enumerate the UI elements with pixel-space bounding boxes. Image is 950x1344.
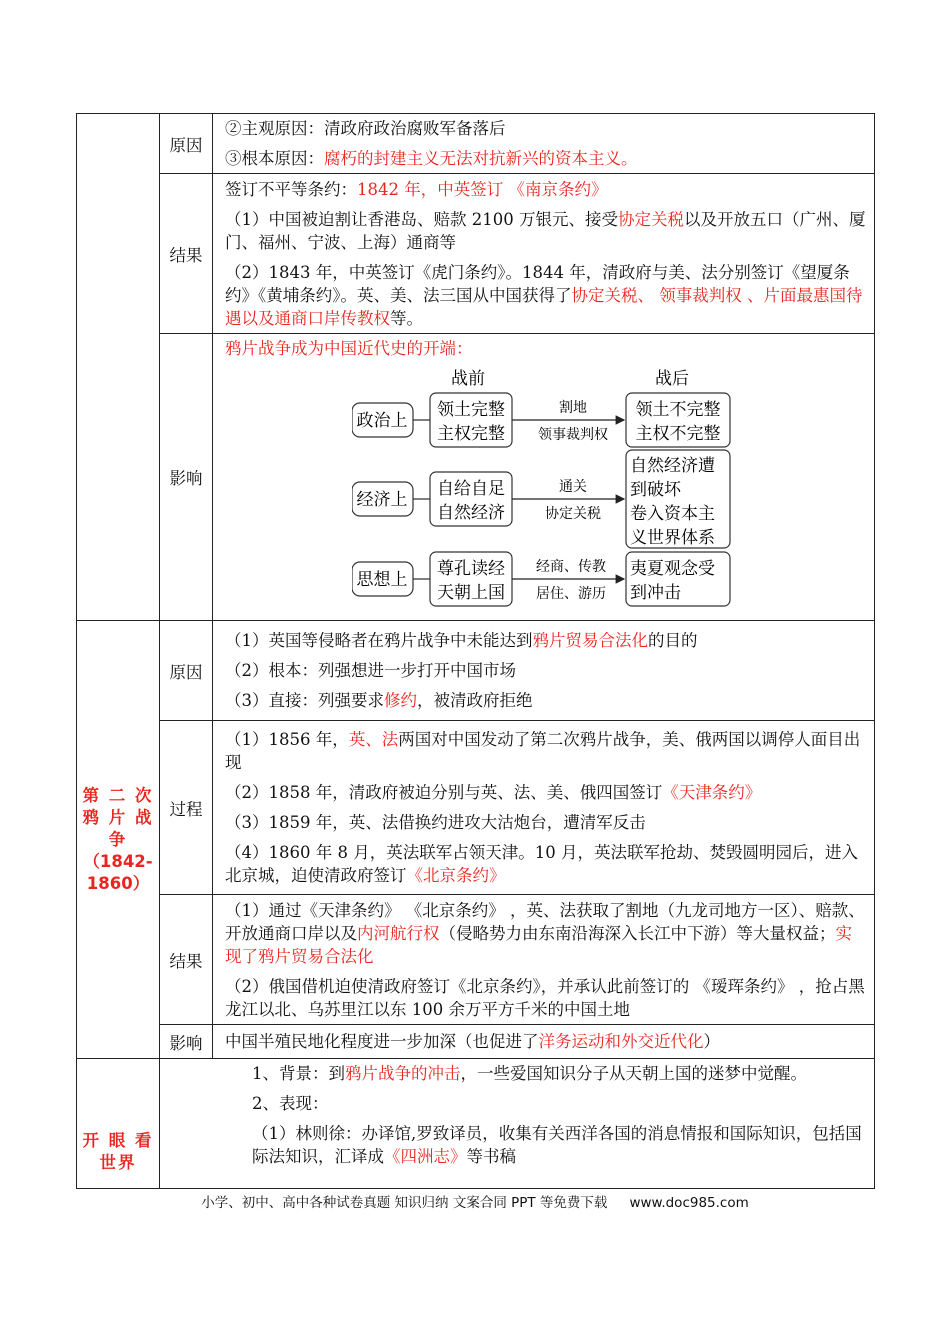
diagram-row-0-after-2: 主权不完整: [635, 424, 721, 444]
s1-impact-row: [77, 334, 875, 621]
s2-result-content: [213, 895, 875, 1025]
s1-cause-label: 原因: [160, 114, 213, 174]
diagram-row-1-after-2: 到破坏: [630, 480, 681, 500]
s1-result-p1-highlight: 1842 年，中英签订 《南京条约》: [357, 179, 608, 199]
s2-section-years-2: 1860）: [86, 873, 150, 893]
s1-result-label: 结果: [160, 174, 213, 334]
s2-section-label-line-2: 鸦 片 战: [82, 807, 154, 827]
s3-content: [160, 1059, 875, 1189]
s2-process-p4: [225, 841, 868, 887]
s1-impact-label: 影响: [160, 334, 213, 621]
s1-result-p2-highlight: 协定关税: [617, 209, 684, 229]
s1-result-p3-highlight: 协定关税、 领事裁判权 、片面最惠国待遇以及通商口岸传教权: [225, 285, 863, 328]
s2-process-p2: [225, 781, 868, 804]
s2-result-row: [77, 895, 875, 1025]
s2-section-label: [77, 785, 159, 895]
s2-impact-b: ）: [703, 1032, 720, 1051]
diagram-row-0-arrow-bottom: 领事裁判权: [538, 427, 608, 443]
s1-cause-content: [213, 114, 875, 174]
s1-result-p2-b: 以及开放五口（广州、厦门、福州、宁波、上海）通商等: [225, 209, 866, 252]
s3-section-label-cell: [77, 1059, 160, 1189]
diagram-row-1-after-4: 义世界体系: [630, 528, 715, 548]
s1-cause-line-3-prefix: ③根本原因：: [225, 149, 324, 168]
s2-result-p1-b: （侵略势力由东南沿海深入长江中下游）等大量权益；: [439, 923, 836, 943]
s2-cause-p3-highlight: 修约: [384, 691, 417, 710]
diagram-row-1-label: 经济上: [356, 490, 408, 510]
s2-result-p2: （2）俄国借机迫使清政府签订《北京条约》，并承认此前签订的 《瑷珲条约》 ，抢占黑龙江以北、乌苏里江以东 100 余万平方千米的中国土地: [225, 976, 865, 1019]
s1-section-label-cell: [77, 114, 160, 621]
s2-section-label-line-1: 第 二 次: [82, 785, 154, 805]
s1-result-row: [77, 174, 875, 334]
s3-row: [77, 1059, 875, 1189]
s2-result-p1-a: （1）通过《天津条约》 《北京条约》 ，英、法获取了割地（九龙司地方一区）、赔款、开放通商口岸以及: [225, 900, 865, 943]
history-summary-table: [76, 113, 875, 1189]
s2-impact-content: [213, 1025, 875, 1059]
diagram-row-2-label: 思想上: [356, 570, 408, 590]
diagram-row-1-arrow-bottom: 协定关税: [545, 506, 601, 522]
diagram-row-2-before-1: 尊孔读经: [437, 559, 505, 579]
s3-section-label: [77, 1130, 159, 1174]
s1-result-p3: [225, 261, 868, 330]
s2-impact-label: 影响: [160, 1025, 213, 1059]
s2-cause-row: [77, 621, 875, 721]
s1-result-p2-a: （1）中国被迫割让香港岛、赔款 2100 万银元、接受: [225, 209, 618, 229]
s2-cause-p2: （2）根本：列强想进一步打开中国市场: [225, 661, 516, 680]
s1-cause-row: [77, 114, 875, 174]
s2-section-years-1: （1842-: [83, 851, 153, 871]
s1-cause-line-3: [225, 147, 868, 170]
impact-diagram: [352, 362, 752, 617]
s2-result-p1-highlight-2: 实现了鸦片贸易合法化: [225, 923, 852, 966]
s3-p1-b: ，一些爱国知识分子从天朝上国的迷梦中觉醒。: [460, 1064, 807, 1083]
s2-result-p1: [225, 899, 868, 968]
diagram-row-2-after-2: 到冲击: [630, 583, 681, 603]
s2-section-label-line-3: 争: [108, 829, 128, 849]
footer-text: 小学、初中、高中各种试卷真题 知识归纳 文案合同 PPT 等免费下载: [201, 1195, 608, 1211]
s1-impact-content: [213, 334, 875, 621]
s3-p3-highlight: 《四洲志》: [384, 1147, 467, 1166]
s2-impact-a: 中国半殖民地化程度进一步加深（也促进了: [225, 1032, 539, 1051]
s2-section-label-cell: [77, 621, 160, 1059]
diagram-row-1-before-1: 自给自足: [437, 479, 505, 499]
diagram-row-2-before-2: 天朝上国: [437, 583, 505, 603]
s1-result-p2: [225, 208, 868, 254]
diagram-after-label: 战后: [655, 369, 689, 389]
s2-process-p1-a: （1）1856 年，: [225, 730, 349, 749]
s1-result-content: [213, 174, 875, 334]
s2-cause-p1-a: （1）英国等侵略者在鸦片战争中未能达到: [225, 631, 533, 650]
s2-process-p2-a: （2）1858 年，清政府被迫分别与英、法、美、俄四国签订: [225, 783, 663, 802]
s3-p1-highlight: 鸦片战争的冲击: [345, 1064, 461, 1083]
diagram-row-1-after-1: 自然经济遭: [630, 456, 715, 476]
s2-process-p1-highlight: 英、法: [348, 730, 399, 749]
s3-p3: [252, 1122, 868, 1168]
diagram-row-0-before-1: 领土完整: [437, 400, 505, 420]
s2-process-p1: [225, 728, 868, 774]
diagram-row-0-arrow-top: 割地: [559, 400, 587, 416]
s2-cause-p1-b: 的目的: [648, 631, 698, 650]
s2-process-label: 过程: [160, 721, 213, 895]
footer-url[interactable]: www.doc985.com: [629, 1195, 749, 1211]
s2-cause-p1: [225, 629, 868, 652]
diagram-row-1-after-3: 卷入资本主: [630, 504, 715, 524]
s3-section-label-line-2: 世界: [99, 1153, 137, 1172]
s1-result-p1-prefix: 签订不平等条约：: [225, 179, 357, 199]
s1-impact-title: 鸦片战争成为中国近代史的开端：: [225, 339, 473, 358]
s2-impact-highlight: 洋务运动和外交近代化: [538, 1032, 704, 1051]
s2-process-p2-highlight: 《天津条约》: [662, 783, 762, 802]
s2-cause-p1-highlight: 鸦片贸易合法化: [532, 631, 648, 650]
s1-cause-line-2: ②主观原因：清政府政治腐败军备落后: [225, 119, 506, 138]
s1-cause-line-3-highlight: 腐朽的封建主义无法对抗新兴的资本主义。: [324, 149, 638, 168]
s3-section-label-line-1: 开 眼 看: [82, 1131, 154, 1150]
diagram-row-1-arrow-top: 通关: [559, 479, 587, 495]
s2-result-label: 结果: [160, 895, 213, 1025]
s1-result-p3-a: （2）1843 年，中英签订《虎门条约》。1844 年，清政府与美、法分别签订《望厦条约》《黄埔条约》。英、美、法三国从中国获得了: [225, 262, 850, 305]
s2-process-p4-a: （4）1860 年 8 月，英法联军占领天津。10 月，英法联军抢劫、焚毁圆明园后，进入北京城，迫使清政府签订: [225, 843, 858, 885]
diagram-row-0-after-1: 领土不完整: [635, 400, 721, 420]
s3-p3-b: 等书稿: [466, 1147, 516, 1166]
s2-cause-p3-a: （3）直接：列强要求: [225, 691, 384, 710]
diagram-row-0-label: 政治上: [356, 411, 408, 431]
s2-process-p1-b: 两国对中国发动了第二次鸦片战争，美、俄两国以调停人面目出现: [225, 730, 861, 772]
s2-process-row: [77, 721, 875, 895]
s3-p3-a: （1）林则徐：办译馆,罗致译员，收集有关西洋各国的消息情报和国际知识，包括国际法知识，汇译成: [252, 1124, 862, 1166]
s2-process-content: [213, 721, 875, 895]
diagram-row-2-arrow-bottom: 居住、游历: [536, 586, 606, 602]
s3-p1-a: 1、背景：到: [252, 1064, 345, 1083]
diagram-before-label: 战前: [451, 369, 485, 389]
s1-result-p3-b: 等。: [390, 308, 423, 328]
s2-process-p4-highlight: 《北京条约》: [406, 866, 506, 885]
s2-cause-label: 原因: [160, 621, 213, 721]
diagram-row-1-before-2: 自然经济: [437, 503, 505, 523]
s3-p2: 2、表现：: [252, 1094, 329, 1113]
diagram-row-2-arrow-top: 经商、传教: [536, 559, 606, 575]
s3-p1: [252, 1062, 868, 1085]
s2-process-p3: （3）1859 年，英、法借换约进攻大沽炮台，遭清军反击: [225, 813, 646, 832]
diagram-row-0-before-2: 主权完整: [437, 424, 505, 444]
s2-result-p1-highlight: 内河航行权: [357, 923, 440, 943]
s1-result-p1: [225, 178, 868, 201]
s2-impact-row: [77, 1025, 875, 1059]
s2-cause-p3: [225, 689, 868, 712]
s2-cause-p3-b: ，被清政府拒绝: [417, 691, 533, 710]
s2-cause-content: [213, 621, 875, 721]
page-footer: [0, 1191, 950, 1211]
diagram-row-2-after-1: 夷夏观念受: [630, 559, 715, 579]
